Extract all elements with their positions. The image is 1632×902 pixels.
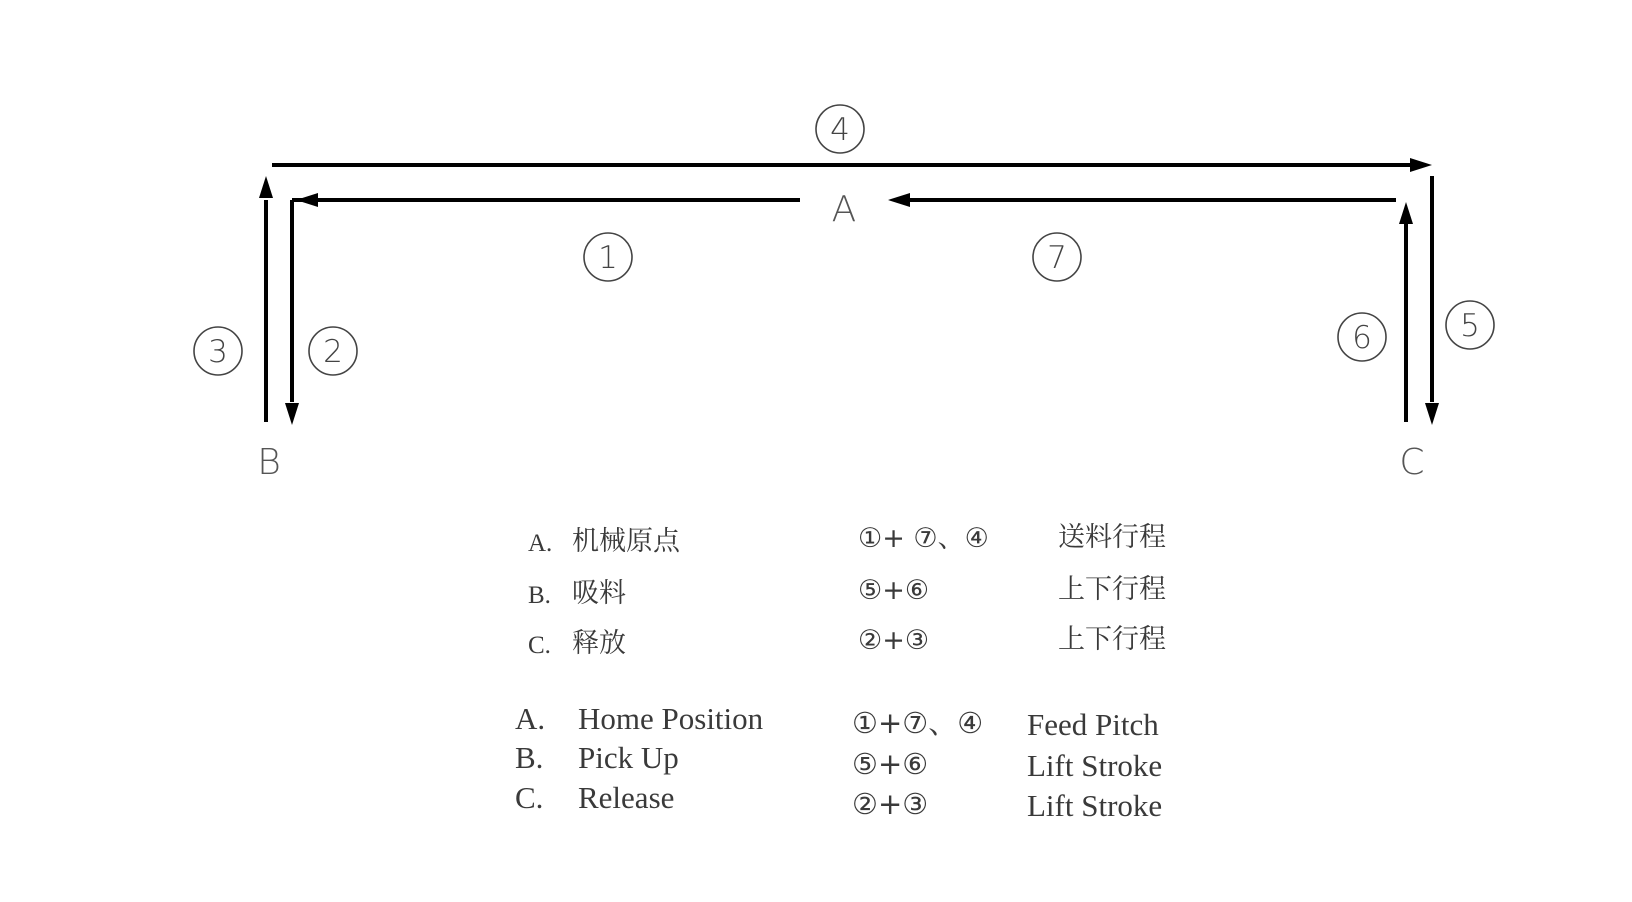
path-6-up-arrow: [1392, 200, 1413, 422]
legend-en-name: Home Position: [578, 701, 764, 736]
step-marker-2: [309, 327, 357, 375]
step-marker-4: [816, 105, 864, 153]
legend-cn-combo: ⑤+⑥: [858, 575, 930, 606]
point-label-a: A: [831, 189, 857, 230]
step-marker-6: [1338, 313, 1386, 361]
point-label-b: B: [257, 442, 281, 483]
legend-en-key: A.: [515, 701, 546, 736]
legend-en-name: Pick Up: [578, 740, 679, 775]
legend-en-desc: Lift Stroke: [1027, 748, 1163, 783]
legend-cn-key: B.: [528, 582, 551, 609]
step-marker-7: [1033, 233, 1081, 281]
legend-cn-combo: ①+ ⑦、④: [858, 523, 989, 554]
step-marker-3: [194, 327, 242, 375]
legend-cn-desc: 上下行程: [1058, 624, 1166, 655]
legend-en-name: Release: [578, 780, 675, 815]
path-4-feed-arrow: [272, 158, 1432, 172]
legend-en-combo: ②+③: [852, 787, 929, 821]
legend-en-key: B.: [515, 740, 544, 775]
point-label-c: C: [1399, 442, 1425, 483]
legend-cn-desc: 送料行程: [1058, 522, 1166, 553]
legend-cn-desc: 上下行程: [1058, 574, 1166, 605]
svg-text:3: 3: [208, 334, 228, 370]
legend-en-desc: Lift Stroke: [1027, 788, 1163, 823]
legend-cn-key: A.: [528, 530, 553, 557]
legend-cn-combo: ②+③: [858, 625, 930, 656]
legend-en-combo: ⑤+⑥: [852, 747, 929, 781]
legend-en-desc: Feed Pitch: [1027, 707, 1159, 742]
svg-text:7: 7: [1047, 240, 1067, 276]
legend-cn-name: 机械原点: [572, 526, 680, 557]
step-marker-1: [584, 233, 632, 281]
legend-cn-name: 释放: [572, 628, 626, 659]
legend-cn-name: 吸料: [572, 578, 626, 609]
path-1-return-arrow: [296, 193, 800, 207]
legend-en-combo: ①+⑦、④: [852, 706, 984, 740]
path-3-up-arrow: [259, 176, 273, 422]
svg-text:6: 6: [1352, 320, 1372, 356]
legend-cn-key: C.: [528, 632, 551, 659]
svg-text:5: 5: [1460, 308, 1480, 344]
path-2-down-arrow: [285, 200, 312, 425]
svg-text:4: 4: [830, 112, 850, 148]
svg-text:2: 2: [323, 334, 343, 370]
path-7-return-arrow: [888, 193, 1394, 207]
svg-text:1: 1: [598, 240, 618, 276]
step-marker-5: [1446, 301, 1494, 349]
path-5-down-arrow: [1425, 176, 1439, 425]
legend-en-key: C.: [515, 780, 544, 815]
